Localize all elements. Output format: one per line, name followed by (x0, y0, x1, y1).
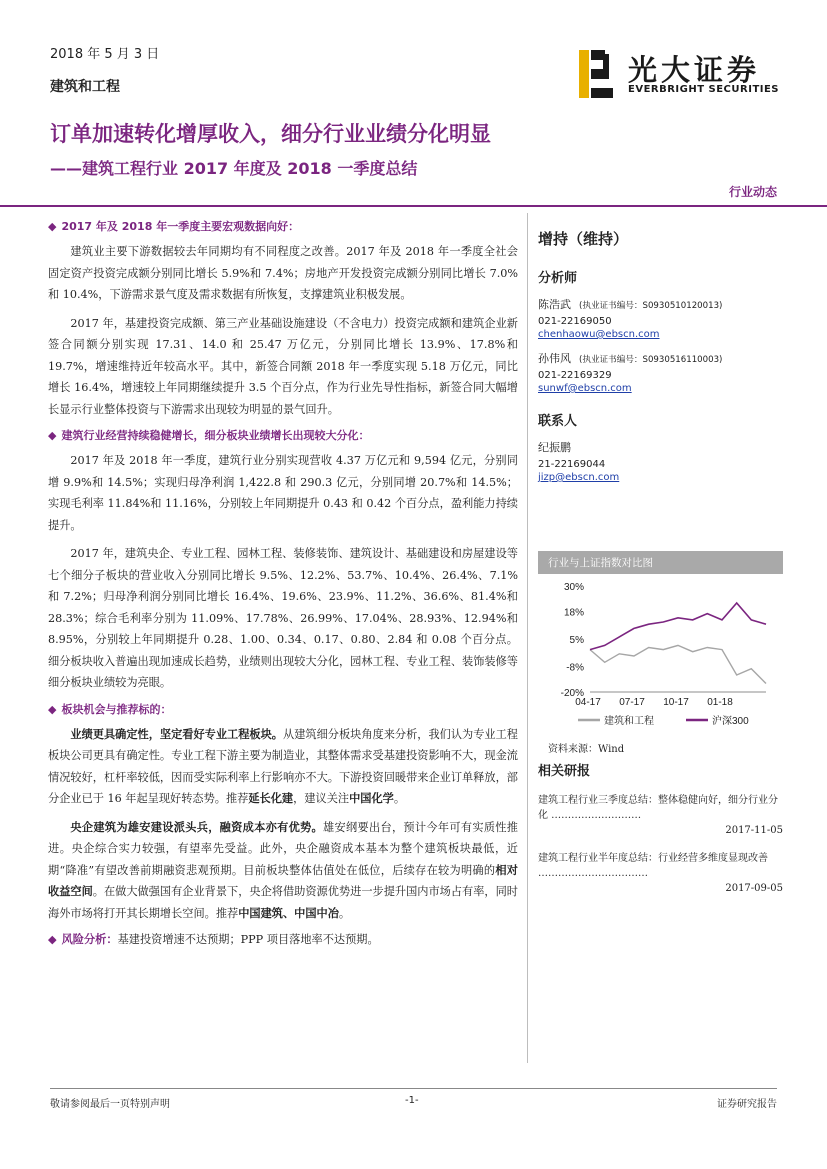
related-report-link[interactable]: 建筑工程行业三季度总结：整体稳健向好，细分行业分化 ……………………… 2017-11-05 (538, 795, 783, 836)
chart-source: 资料来源：Wind (548, 744, 625, 755)
y-tick-label: 30% (563, 582, 584, 593)
diamond-icon: ◆ (48, 429, 57, 442)
paragraph: 2017 年及 2018 年一季度，建筑行业分别实现营收 4.37 万亿元和 9,594 亿元，分别同增 9.9%和 14.5%；实现归母净利润 1,422.8 和 290.3 亿元，分别同增 20.7%和 14.5%；实现毛利率 11.84%和 11.16%，分别较上年同期提升 0.43 和 0.42 个百分点，盈利能力持续提升。 (48, 454, 518, 532)
sector-label: 建筑和工程 (50, 79, 120, 95)
analyst-phone: 021-22169329 (538, 370, 612, 381)
analyst-email-link[interactable]: chenhaowu@ebscn.com (538, 329, 660, 340)
logo-english-name: EVERBRIGHT SECURITIES (628, 84, 780, 95)
risk-analysis: ◆ 风险分析：基建投资增速不达预期；PPP 项目落地率不达预期。 (48, 933, 379, 946)
footer-divider (50, 1088, 777, 1089)
paragraph: 业绩更具确定性，坚定看好专业工程板块。从建筑细分板块角度来分析，我们认为专业工程板块公司更具有确定性。专业工程下游主要为制造业，其整体需求受基建投资影响不大，现金流情况较好，杠杆率较低，因而受实际利率上行影响亦不大。下游投资回暖带来企业订单释放，部分企业已于 16 年起呈现好转态势。推荐延长化建，建议关注中国化学。 (48, 727, 518, 805)
y-tick-label: 18% (563, 607, 584, 619)
report-type: 行业动态 (728, 185, 777, 199)
legend-label: 建筑和工程 (604, 716, 654, 727)
analyst-email-link[interactable]: sunwf@ebscn.com (538, 383, 632, 394)
analyst-phone: 021-22169050 (538, 316, 612, 327)
related-reports (538, 760, 783, 909)
contact-name: 纪振鹏 (538, 441, 571, 454)
contact-email-link[interactable]: jizp@ebscn.com (538, 472, 620, 483)
main-column (48, 218, 518, 947)
chart-title: 行业与上证指数对比图 (538, 551, 783, 574)
y-tick-label: -20% (560, 688, 584, 699)
footer-disclaimer: 敬请参阅最后一页特别声明 (50, 1099, 170, 1110)
paragraph: 央企建筑为雄安建设派头兵，融资成本亦有优势。雄安纲要出台，预计今年可有实质性推进。央企综合实力较强，有望率先受益。此外，央企融资成本基本为整个建筑板块最低，近期“降准”有望改善前期融资悲观预期。目前板块整体估值处在低位，后续存在较为明确的相对收益空间。在做大做强国有企业背景下，央企将借助资源优势进一步提升国内市场占有率，同时海外市场将打开其长期增长空间。推荐中国建筑、中国中冶。 (48, 820, 518, 920)
report-title: 订单加速转化增厚收入，细分行业业绩分化明显 (50, 122, 491, 146)
diamond-icon: ◆ (48, 220, 57, 233)
rating: 增持（维持） (538, 230, 629, 248)
related-heading: 相关研报 (538, 764, 591, 779)
footer-report-type: 证券研究报告 (717, 1099, 777, 1110)
section-heading: ◆ 2017 年及 2018 年一季度主要宏观数据向好： (48, 220, 300, 233)
page-number: -1- (405, 1095, 419, 1106)
x-tick-label: 10-17 (663, 697, 689, 708)
paragraph: 2017 年，建筑央企、专业工程、园林工程、装修装饰、建筑设计、基础建设和房屋建设等七个细分子板块的营业收入分别同比增长 9.5%、12.2%、53.7%、10.4%、26.4%、7.1%和 7.2%；归母净利润分别同比增长 16.4%、19.6%、23.9%、11.2%、36.6%、81.4%和 28.3%；综合毛利率分别为 11.09%、17.78%、26.99%、17.04%、28.93%、12.94%和 8.95%，分别较上年同期提升 0.28、1.00、0.34、0.17、0.80、2.84 和 0.08 个百分点。细分板块收入普遍出现加速成长趋势，业绩则出现较大分化，园林工程、专业工程、装饰装修等细分板块业绩较为亮眼。 (48, 547, 518, 689)
sidebar (538, 228, 783, 483)
related-report-link[interactable]: 建筑工程行业半年度总结：行业经营多维度显现改善 …………………………… 2017-09-05 (538, 853, 783, 894)
x-tick-label: 04-17 (575, 697, 601, 708)
series-line-construction (590, 645, 766, 683)
analyst-name: 陈浩武 (执业证书编号：S0930510120013) (538, 298, 723, 311)
line-chart (538, 574, 783, 734)
y-tick-label: 5% (569, 635, 584, 646)
section-heading: ◆ 板块机会与推荐标的： (48, 702, 172, 716)
x-tick-label: 07-17 (619, 697, 645, 708)
logo-chinese-name: 光大证券 (628, 53, 761, 87)
series-line-hs300 (590, 603, 766, 650)
paragraph: 2017 年，基建投资完成额、第三产业基础设施建设（不含电力）投资完成额和建筑企业新签合同额分别实现 17.31、14.0 和 25.47 万亿元，分别同比增长 13.9%、17.8%和 19.7%，增速维持近年较高水平。其中，新签合同额 2018 年一季度实现 5.18 万亿元，同比增长 16.4%，增速较上年同期继续提升 3.5 个百分点，作为行业先导性指标，新签合同大幅增长显示行业整体投资与下游需求出现较为明显的景气回升。 (48, 316, 518, 416)
diamond-icon: ◆ (48, 702, 57, 716)
analyst-name: 孙伟风 (执业证书编号：S0930516110003) (538, 352, 723, 365)
legend-label: 沪深300 (712, 716, 749, 727)
everbright-logo-icon (579, 50, 613, 98)
x-tick-label: 01-18 (707, 697, 733, 708)
section-heading: ◆ 建筑行业经营持续稳健增长，细分板块业绩增长出现较大分化： (48, 429, 370, 442)
diamond-icon: ◆ (48, 933, 57, 946)
paragraph: 建筑业主要下游数据较去年同期均有不同程度之改善。2017 年及 2018 年一季度全社会固定资产投资完成额分别同比增长 5.9%和 7.4%；房地产开发投资完成额分别同比增长 7.0%和 10.4%，下游需求景气度及需求数据有所恢复，支撑建筑业积极发展。 (48, 245, 518, 301)
contact-phone: 21-22169044 (538, 459, 606, 470)
report-subtitle: ——建筑工程行业 2017 年度及 2018 一季度总结 (50, 159, 418, 178)
report-date: 2018 年 5 月 3 日 (50, 47, 160, 62)
contact-heading: 联系人 (538, 414, 578, 429)
analyst-heading: 分析师 (538, 271, 578, 286)
column-divider (527, 213, 528, 1063)
header-divider (0, 205, 827, 207)
y-tick-label: -8% (566, 662, 584, 674)
comparison-chart (538, 551, 783, 755)
